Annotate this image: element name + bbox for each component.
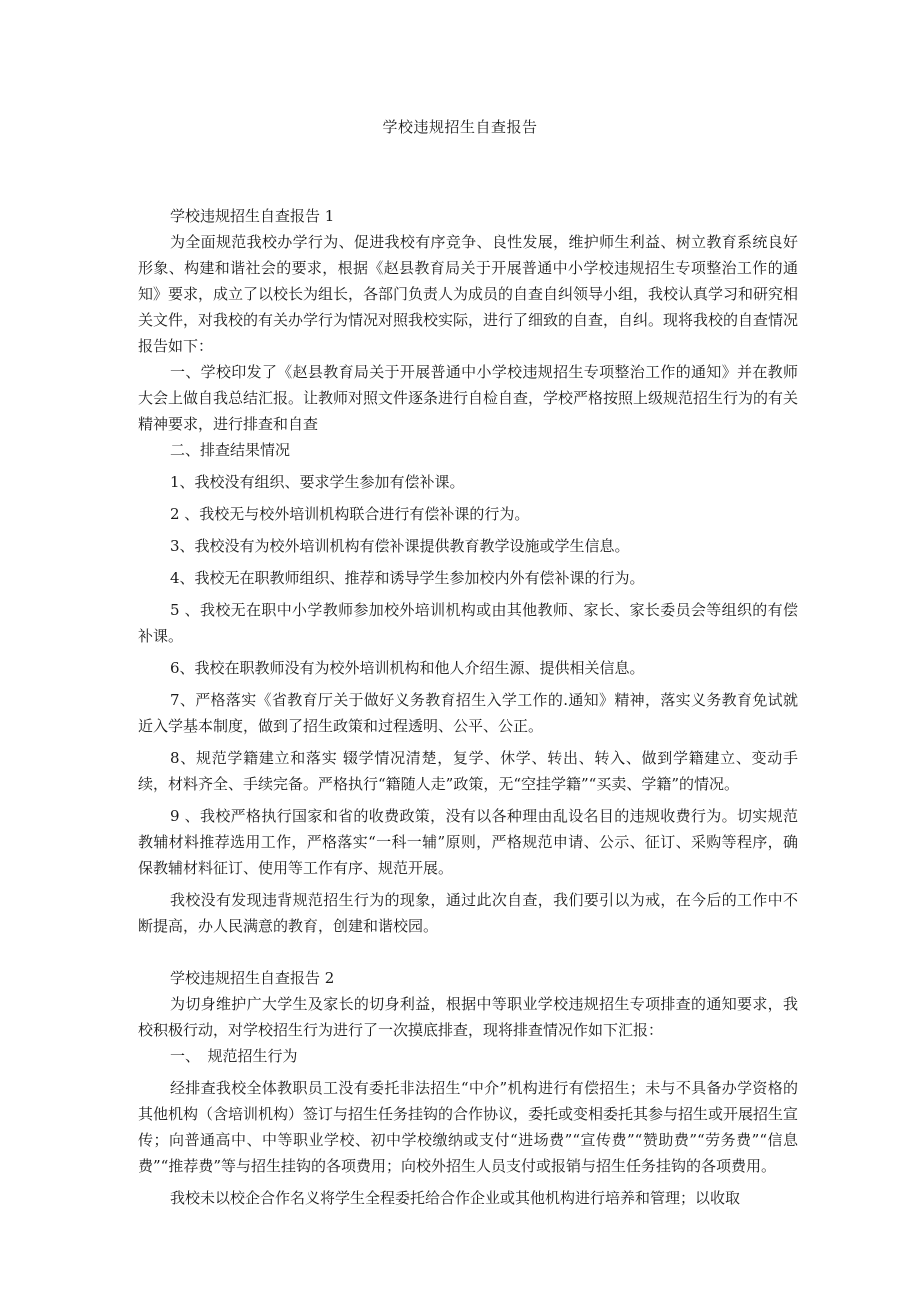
list-item: 6、我校在职教师没有为校外培训机构和他人介绍生源、提供相关信息。	[170, 659, 645, 677]
list-item: 3、我校没有为校外培训机构有偿补课提供教育教学设施或学生信息。	[170, 537, 630, 555]
paragraph: 为切身维护广大学生及家长的切身利益，根据中等职业学校违规招生专项排查的通知要求，我校积极行动，对学校招生行为进行了一次摸底排查，现将排查情况作如下汇报：	[138, 995, 798, 1039]
paragraph: 经排查我校全体教职员工没有委托非法招生“中介”机构进行有偿招生；未与不具备办学资格的其他机构（含培训机构）签订与招生任务挂钩的合作协议，委托或变相委托其参与招生或开展招生宣传；向普通高中、中等职业学校、初中学校缴纳或支付“进场费”“宣传费”“赞助费”“劳务费”“信息费”“推荐费”等与招生挂钩的各项费用；向校外招生人员支付或报销与招生任务挂钩的各项费用。	[138, 1079, 799, 1175]
paragraph: 一、 规范招生行为	[170, 1047, 298, 1065]
document-body	[138, 203, 798, 1211]
list-item: 8、规范学籍建立和落实 辍学情况清楚，复学、休学、转出、转入、做到学籍建立、变动手续，材料齐全、手续完备。严格执行“籍随人走”政策，无“空挂学籍”“买卖、学籍”的情况。	[138, 749, 798, 793]
paragraph: 为全面规范我校办学行为、促进我校有序竞争、良性发展，维护师生利益、树立教育系统良好形象、构建和谐社会的要求，根据《赵县教育局关于开展普通中小学校违规招生专项整治工作的通知》要求，成立了以校长为组长，各部门负责人为成员的自查自纠领导小组，我校认真学习和研究相关文件，对我校的有关办学行为情况对照我校实际，进行了细致的自查，自纠。现将我校的自查情况报告如下：	[138, 233, 799, 355]
paragraph: 一、学校印发了《赵县教育局关于开展普通中小学校违规招生专项整治工作的通知》并在教师大会上做自我总结汇报。让教师对照文件逐条进行自检自查，学校严格按照上级规范招生行为的有关精神要求，进行排查和自查	[138, 363, 799, 433]
paragraph: 我校没有发现违背规范招生行为的现象，通过此次自查，我们要引以为戒，在今后的工作中不断提高，办人民满意的教育，创建和谐校园。	[138, 891, 798, 935]
section-heading: 学校违规招生自查报告 1	[170, 207, 335, 225]
list-item: 9 、我校严格执行国家和省的收费政策，没有以各种理由乱设名目的违规收费行为。切实规范教辅材料推荐选用工作，严格落实“一科一辅”原则，严格规范申请、公示、征订、采购等程序，确保教辅材料征订、使用等工作有序、规范开展。	[138, 807, 798, 877]
list-item: 4、我校无在职教师组织、推荐和诱导学生参加校内外有偿补课的行为。	[170, 569, 645, 587]
paragraph: 二、排查结果情况	[170, 441, 291, 459]
list-item: 7、严格落实《省教育厅关于做好义务教育招生入学工作的.通知》精神，落实义务教育免试就近入学基本制度，做到了招生政策和过程透明、公平、公正。	[138, 691, 798, 735]
list-item: 2 、我校无与校外培训机构联合进行有偿补课的行为。	[170, 505, 530, 523]
list-item: 5 、我校无在职中小学教师参加校外培训机构或由其他教师、家长、家长委员会等组织的有偿补课。	[138, 601, 798, 645]
list-item: 1、我校没有组织、要求学生参加有偿补课。	[170, 473, 465, 491]
paragraph: 我校未以校企合作名义将学生全程委托给合作企业或其他机构进行培养和管理；以收取	[170, 1189, 741, 1207]
section-heading: 学校违规招生自查报告 2	[170, 969, 335, 987]
document-title: 学校违规招生自查报告	[382, 118, 538, 136]
